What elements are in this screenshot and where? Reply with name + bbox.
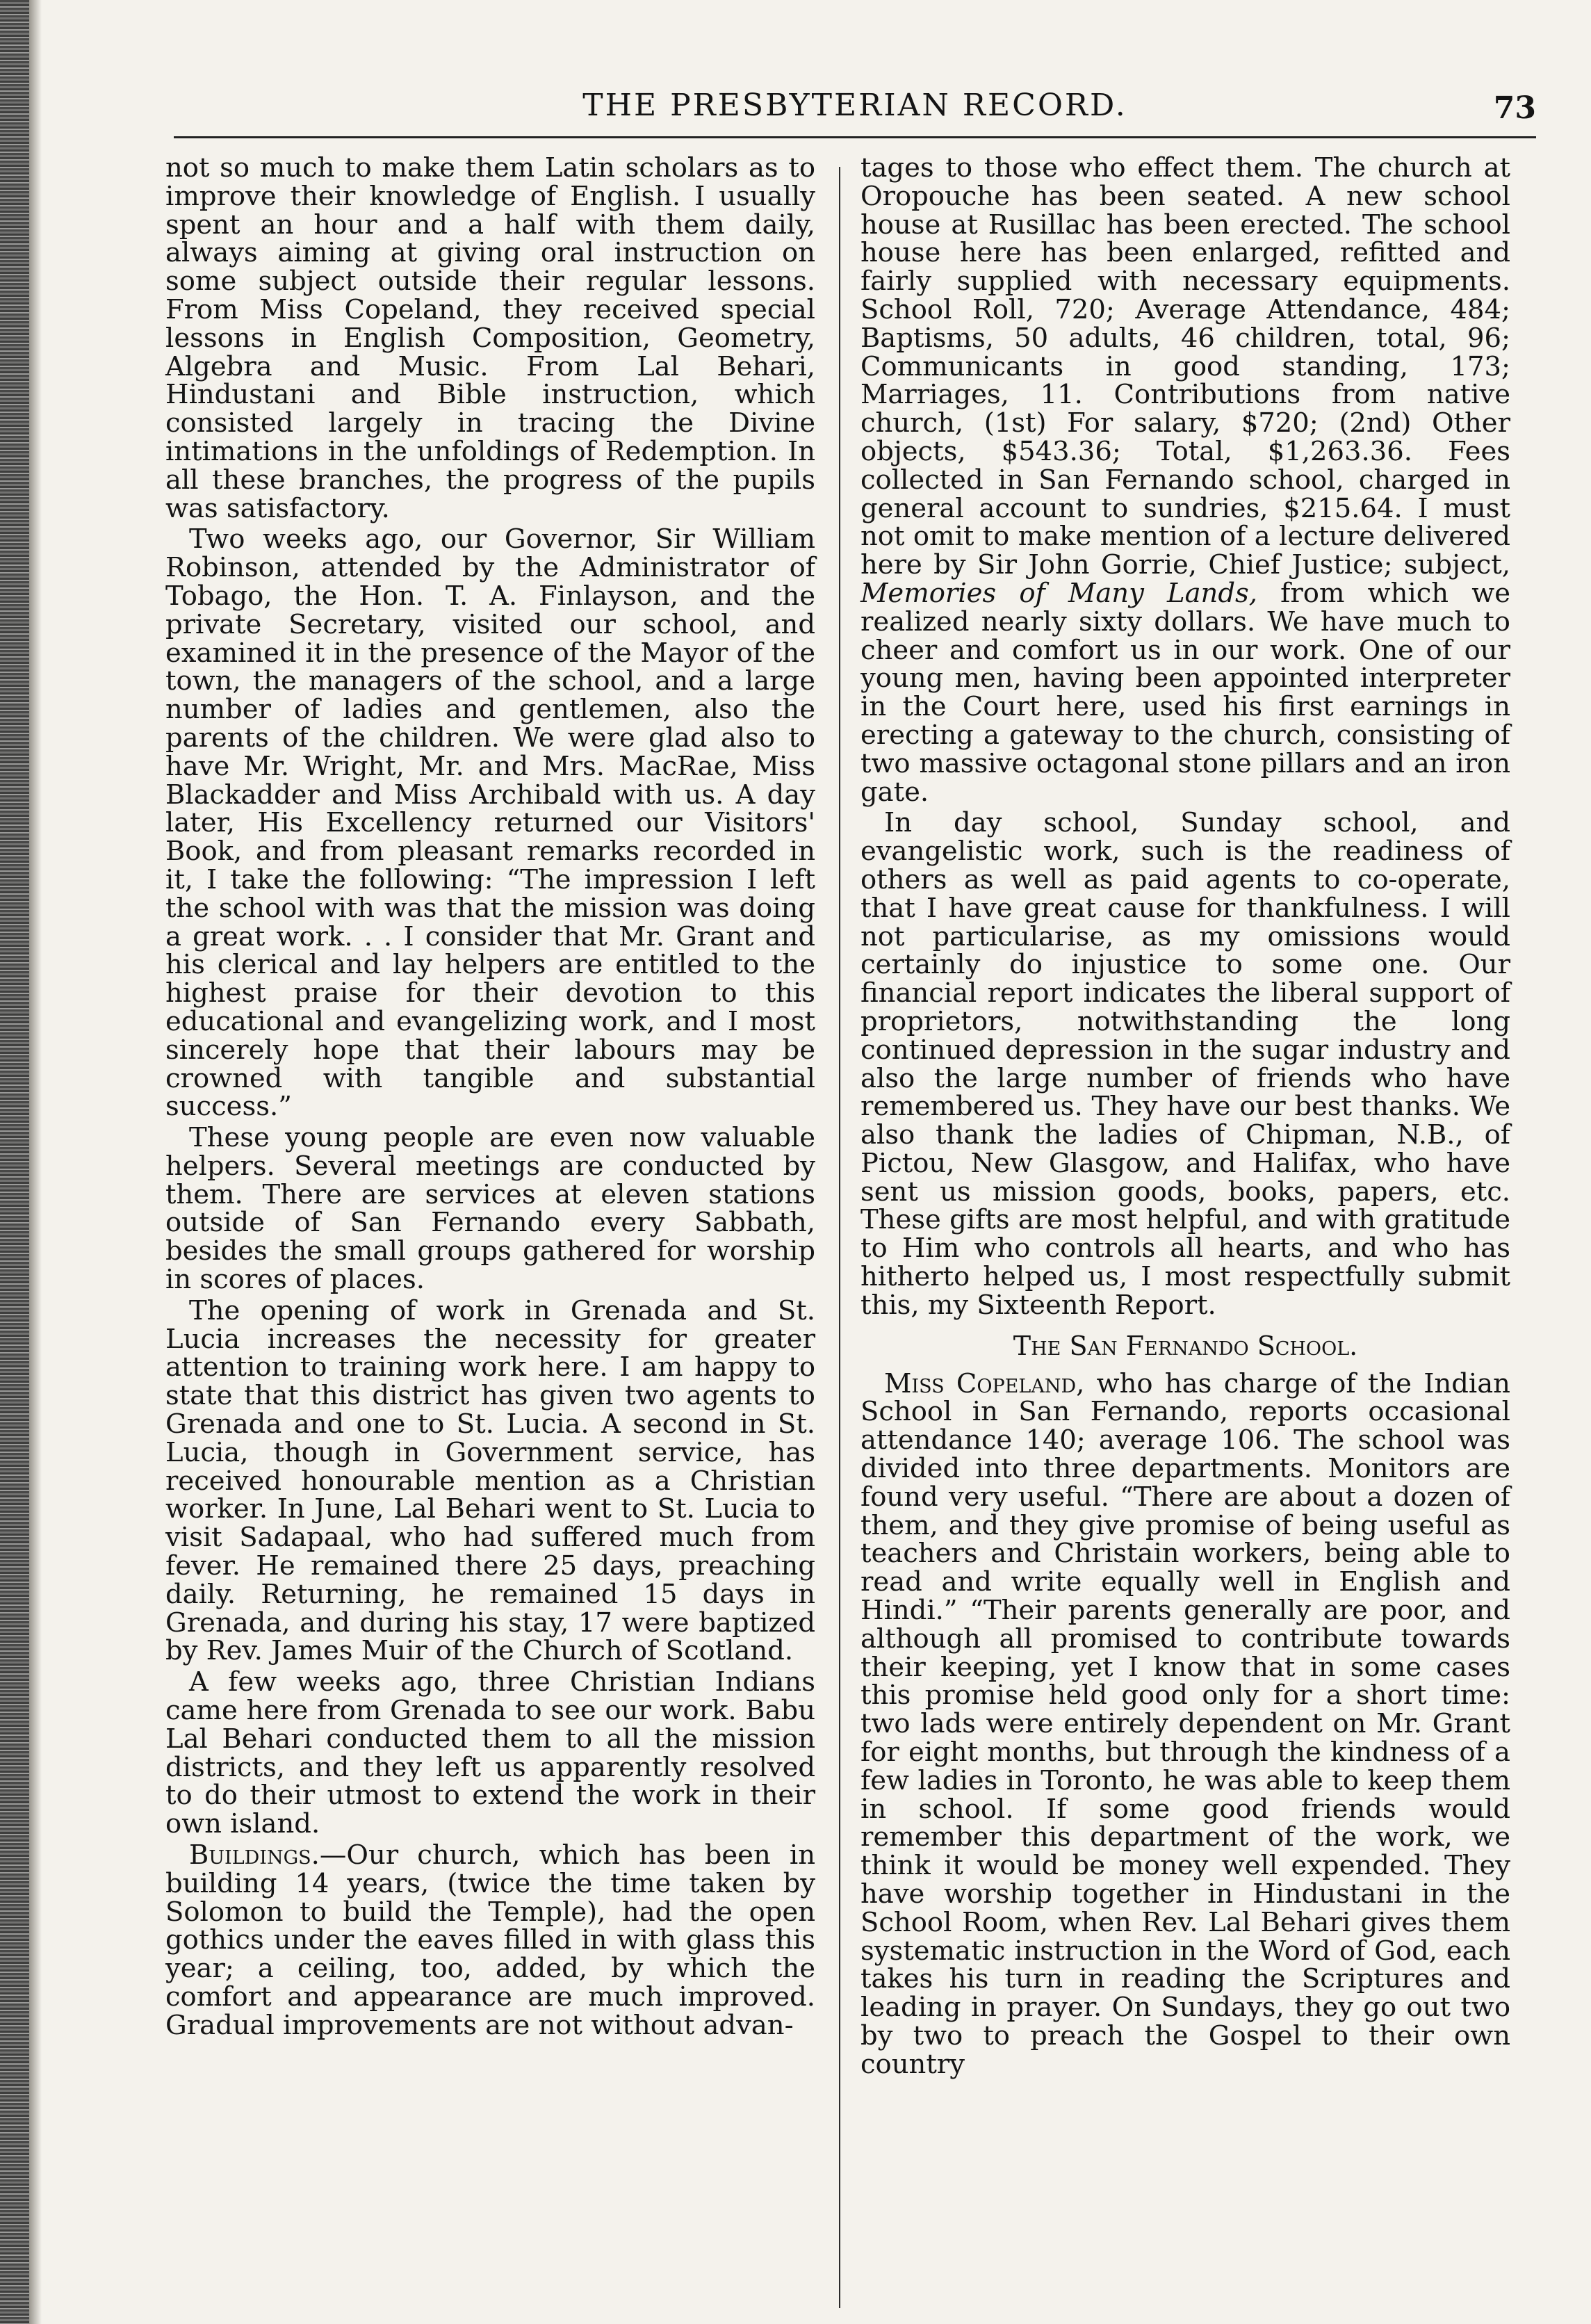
right-column: [860, 154, 1510, 2082]
left-paragraph-5: A few weeks ago, three Christian Indians came here from Grenada to see our work. Babu Lal Behari conducted them to all the mission districts, and they left us apparently resolved to do their utmost to extend the work in their own island.: [165, 1666, 815, 1840]
miss-copeland-name: Miss Copeland,: [884, 1367, 1085, 1399]
lecture-title: Memories of Many Lands,: [860, 577, 1257, 609]
left-paragraph-2: Two weeks ago, our Governor, Sir William Robinson, attended by the Administrator of Tobago, the Hon. T. A. Finlayson, and the private Secretary, visited our school, and examined it in the presence of the Mayor of the town, the managers of the school, and a large number of ladies and gentlemen, also the parents of the children. We were glad also to have Mr. Wright, Mr. and Mrs. MacRae, Miss Blackadder and Miss Archibald with us. A day later, His Excellency returned our Visitors' Book, and from pleasant remarks recorded in it, I take the following: “The impression I left the school with was that the mission was doing a great work. . . I consider that Mr. Grant and his clerical and lay helpers are entitled to the highest praise for their devotion to this educational and evangelizing work, and I most sincerely hope that their labours may be crowned with tangible and substantial success.”: [165, 523, 815, 1123]
left-column: [165, 154, 815, 2043]
page-binding-edge: [0, 0, 29, 2324]
left-paragraph-1: not so much to make them Latin scholars as to improve their knowledge of English. I usually spent an hour and a half with them daily, always aiming at giving oral instruction on some subject outside their regular lessons. From Miss Copeland, they received special lessons in English Composition, Geometry, Algebra and Music. From Lal Behari, Hindustani and Bible instruction, which consisted largely in tracing the Divine intimations in the unfoldings of Redemption. In all these branches, the progress of the pupils was satisfactory.: [165, 152, 815, 524]
buildings-run-in-head: Buildings.: [189, 1839, 320, 1871]
right-paragraph-1-part-b: from which we realized nearly sixty dollars. We have much to cheer and comfort us in our work. One of our young men, having been appointed interpreter in the Court here, used his first earnings in erecting a gateway to the church, consisting of two massive octagonal stone pillars and an iron gate.: [860, 577, 1510, 808]
right-paragraph-1: [860, 154, 1510, 806]
right-paragraph-1-part-a: tages to those who effect them. The church at Oropouche has been seated. A new school house at Rusillac has been erected. The school house here has been enlarged, refitted and fairly supplied with necessary equipments. School Roll, 720; Average Attendance, 484; Baptisms, 50 adults, 46 children, total, 96; Communicants in good standing, 173; Marriages, 11. Contributions from native church, (1st) For salary, $720; (2nd) Other objects, $543.36; Total, $1,263.36. Fees collected in San Fernando school, charged in general account to sundries, $215.64. I must not omit to make mention of a lecture delivered here by Sir John Gorrie, Chief Justice; subject,: [860, 152, 1510, 581]
left-paragraph-buildings: [165, 1839, 815, 2041]
right-paragraph-2: In day school, Sunday school, and evangelistic work, such is the readiness of others as well as paid agents to co-operate, that I have great cause for thankfulness. I will not particularise, as my omissions would certainly do injustice to some one. Our financial report indicates the liberal support of proprietors, notwithstanding the long continued depression in the sugar industry and also the large number of friends who have remembered us. They have our best thanks. We also thank the ladies of Chipman, N.B., of Pictou, New Glasgow, and Halifax, who have sent us mission goods, books, papers, etc. These gifts are most helpful, and with gratitude to Him who controls all hearts, and who has hitherto helped us, I most respectfully submit this, my Sixteenth Report.: [860, 807, 1510, 1321]
left-paragraph-4: The opening of work in Grenada and St. Lucia increases the necessity for greater attention to training work here. I am happy to state that this district has given two agents to Grenada and one to St. Lucia. A second in St. Lucia, though in Government service, has received honourable mention as a Christian worker. In June, Lal Behari went to St. Lucia to visit Sadapaal, who had suffered much from fever. He remained there 25 days, preaching daily. Returning, he remained 15 days in Grenada, and during his stay, 17 were baptized by Rev. James Muir of the Church of Scotland.: [165, 1294, 815, 1667]
right-paragraph-3: [860, 1367, 1510, 2080]
section-heading: The San Fernando School.: [1013, 1330, 1358, 1361]
right-paragraph-3-body: who has charge of the Indian School in San Fernando, reports occasional attendance 140; average 106. The school was divided into three departments. Monitors are found very useful. “There are about a dozen of them, and they give promise of being useful as teachers and Christain workers, being able to read and write equally well in English and Hindi.” “Their parents generally are poor, and although all promised to contribute towards their keeping, yet I know that in some cases this promise held good only for a short time: two lads were entirely dependent on Mr. Grant for eight months, but through the kindness of a few ladies in Toronto, he was able to keep them in school. If some good friends would remember this department of the work, we think it would be money well expended. They have worship together in Hindustani in the School Room, when Rev. Lal Behari gives them systematic instruction in the Word of God, each takes his turn in reading the Scriptures and leading in prayer. On Sundays, they go out two by two to preach the Gospel to their own country: [860, 1367, 1510, 2080]
buildings-body: —Our church, which has been in building 14 years, (twice the time taken by Solomon to build the Temple), had the open gothics under the eaves filled in with glass this year; a ceiling, too, added, by which the comfort and appearance are much improved. Gradual improvements are not without advan-: [165, 1839, 815, 2041]
header-rule: [174, 136, 1536, 138]
page-number: 73: [1493, 90, 1536, 126]
left-paragraph-3: These young people are even now valuable helpers. Several meetings are conducted by them. There are services at eleven stations outside of San Fernando every Sabbath, besides the small groups gathered for worship in scores of places.: [165, 1122, 815, 1296]
page-header: [174, 83, 1536, 132]
running-title: THE PRESBYTERIAN RECORD.: [582, 88, 1127, 123]
binding-shadow: [29, 0, 42, 2324]
column-divider: [839, 167, 840, 2308]
